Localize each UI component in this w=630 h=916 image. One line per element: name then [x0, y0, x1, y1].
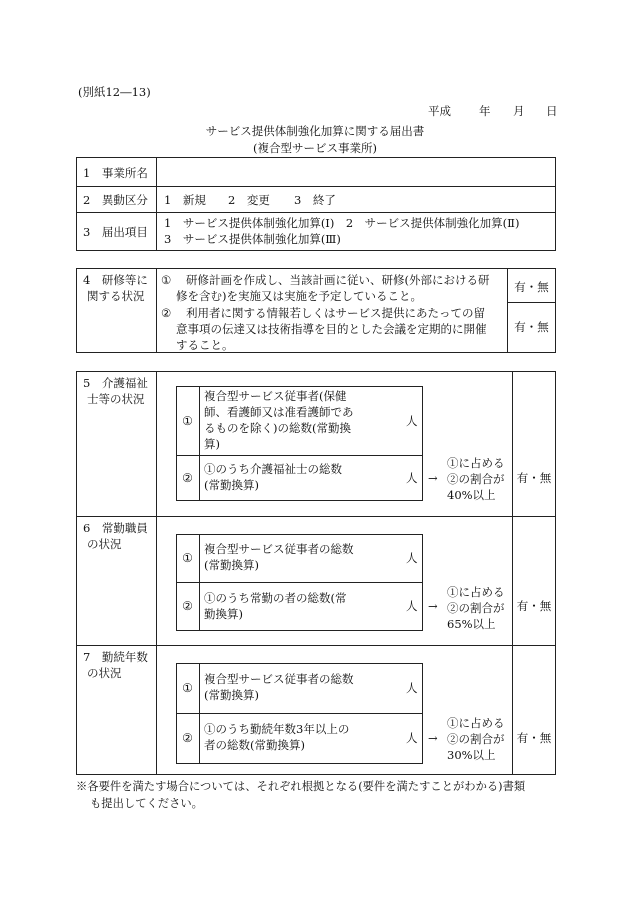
change-type-label: 2 異動区分	[83, 193, 148, 207]
notification-item-options-1-2[interactable]: 1 サービス提供体制強化加算(Ⅰ) 2 サービス提供体制強化加算(Ⅱ)	[164, 216, 520, 230]
notification-item-option-3[interactable]: 3 サービス提供体制強化加算(Ⅲ)	[164, 232, 341, 246]
section6-ratio-line3: 65%以上	[447, 617, 496, 631]
date-day: 日	[546, 104, 558, 118]
section7-row1-text2: (常勤換算)	[204, 688, 259, 702]
section5-label-line1: 5 介護福祉	[83, 376, 148, 390]
section6-ratio-line1: ①に占める	[447, 585, 505, 599]
section7-row1-text1: 複合型サービス従事者の総数	[204, 672, 354, 686]
section5-row2-text2: (常勤換算)	[204, 478, 259, 492]
section5-row1-text4: 算)	[204, 437, 220, 451]
section6-row2-text2: 勤換算)	[204, 607, 243, 621]
training-item2-answer[interactable]: 有・無	[514, 320, 549, 334]
business-name-label: 1 事業所名	[83, 166, 148, 180]
section6-row1-unit[interactable]: 人	[406, 551, 418, 565]
section6-row1-text2: (常勤換算)	[204, 558, 259, 572]
section5-row1-text3: るものを除く)の総数(常勤換	[204, 421, 351, 435]
section7-label-line1: 7 勤続年数	[83, 650, 148, 664]
training-item2-line1: 利用者に関する情報若しくはサービス提供にあたっての留	[186, 306, 485, 320]
section5-row2-mark: ②	[182, 471, 193, 485]
section6-row2-mark: ②	[182, 599, 193, 613]
change-type-new[interactable]: 1 新規	[164, 193, 206, 207]
section7-answer[interactable]: 有・無	[516, 731, 552, 745]
section7-row2-text1: ①のうち勤続年数3年以上の	[204, 722, 350, 736]
document-title: サービス提供体制強化加算に関する届出書	[205, 124, 425, 138]
section7-row2-unit[interactable]: 人	[406, 731, 418, 745]
section5-row2-unit[interactable]: 人	[406, 471, 418, 485]
date-year: 年	[479, 104, 491, 118]
training-item1-line2: 修を含む)を実施又は実施を予定していること。	[176, 289, 422, 303]
section7-arrow-icon: →	[428, 731, 438, 745]
section5-label-line2: 士等の状況	[87, 392, 145, 406]
section5-ratio-line1: ①に占める	[447, 456, 505, 470]
training-item2-mark: ②	[161, 306, 172, 320]
change-type-change[interactable]: 2 変更	[228, 193, 270, 207]
section5-ratio-line3: 40%以上	[447, 488, 496, 502]
section6-ratio-line2: ②の割合が	[447, 601, 505, 615]
section7-ratio-line3: 30%以上	[447, 748, 496, 762]
section6-label-line2: の状況	[87, 537, 122, 551]
document-subtitle: (複合型サービス事業所)	[253, 141, 377, 155]
training-item1-line1: 研修計画を作成し、当該計画に従い、研修(外部における研	[186, 273, 490, 287]
footnote-line1: ※各要件を満たす場合については、それぞれ根拠となる(要件を満たすことがわかる)書類	[76, 780, 526, 793]
section6-answer[interactable]: 有・無	[516, 599, 552, 613]
section6-row1-text1: 複合型サービス従事者の総数	[204, 542, 354, 556]
section6-row2-text1: ①のうち常勤の者の総数(常	[204, 591, 347, 605]
section5-row1-unit[interactable]: 人	[406, 414, 418, 428]
footnote-line2: も提出してください。	[90, 797, 203, 810]
section5-row1-mark: ①	[182, 414, 193, 428]
section7-label-line2: の状況	[87, 666, 122, 680]
training-item2-line2: 意事項の伝達又は技術指導を目的とした会議を定期的に開催	[176, 322, 487, 336]
notification-item-label: 3 届出項目	[83, 225, 148, 239]
section5-arrow-icon: →	[428, 471, 438, 485]
business-name-field[interactable]	[158, 159, 554, 185]
date-month: 月	[513, 104, 525, 118]
change-type-end[interactable]: 3 終了	[294, 193, 336, 207]
section6-arrow-icon: →	[428, 599, 438, 613]
section7-ratio-line1: ①に占める	[447, 716, 505, 730]
section7-row2-text2: 者の総数(常勤換算)	[204, 738, 305, 752]
date-era: 平成	[428, 104, 451, 118]
training-item1-answer[interactable]: 有・無	[514, 280, 549, 294]
training-item1-mark: ①	[161, 273, 172, 287]
training-item2-line3: すること。	[176, 338, 234, 352]
section6-row2-unit[interactable]: 人	[406, 599, 418, 613]
section6-row1-mark: ①	[182, 551, 193, 565]
section5-answer[interactable]: 有・無	[516, 471, 552, 485]
section5-row2-text1: ①のうち介護福祉士の総数	[204, 462, 342, 476]
training-label-line1: 4 研修等に	[83, 273, 148, 287]
section7-row1-mark: ①	[182, 681, 193, 695]
section7-ratio-line2: ②の割合が	[447, 732, 505, 746]
training-label-line2: 関する状況	[87, 289, 145, 303]
section7-row2-mark: ②	[182, 731, 193, 745]
section6-label-line1: 6 常勤職員	[83, 521, 148, 535]
section7-row1-unit[interactable]: 人	[406, 681, 418, 695]
appendix-label: (別紙12―13)	[78, 85, 151, 99]
section5-ratio-line2: ②の割合が	[447, 472, 505, 486]
section5-row1-text1: 複合型サービス従事者(保健	[204, 389, 347, 403]
section5-row1-text2: 師、看護師又は准看護師であ	[204, 405, 354, 419]
